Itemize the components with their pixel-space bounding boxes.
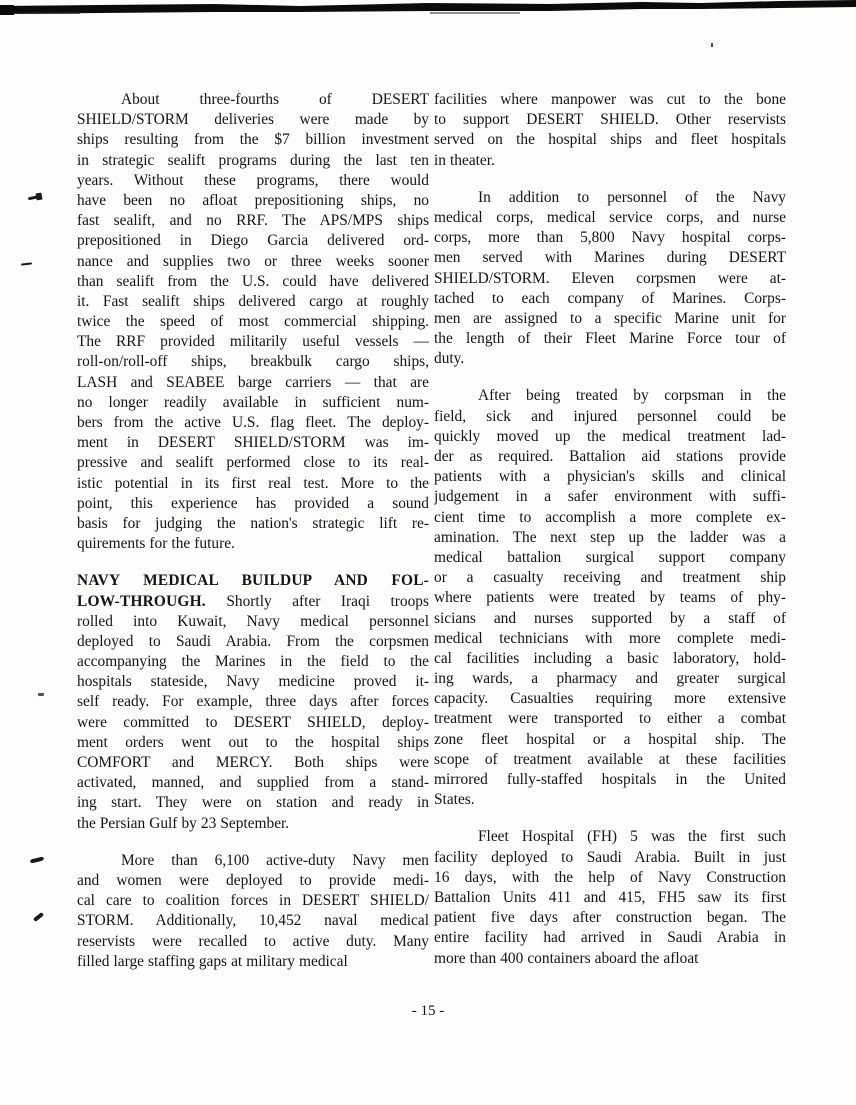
text-segment: have been no afloat prepositioning ships, no xyxy=(77,191,429,209)
text-line xyxy=(77,191,429,211)
text-segment: tached to each company of Marines. Corps- xyxy=(434,289,786,307)
paragraph xyxy=(434,90,786,171)
text-line xyxy=(434,709,786,729)
text-segment: der as required. Battalion aid stations provide xyxy=(434,448,786,465)
text-line xyxy=(77,851,429,871)
text-segment: capacity. Casualties requiring more extensive xyxy=(434,690,786,708)
text-segment: no longer readily available in sufficient num- xyxy=(77,393,429,411)
scan-artifact-mark xyxy=(711,43,713,47)
paragraph xyxy=(434,827,786,968)
text-segment: cal facilities including a basic laboratory, hold- xyxy=(434,649,786,667)
text-segment: to support DESERT SHIELD. Other reservists xyxy=(434,111,786,129)
text-segment: filled large staffing gaps at military medical xyxy=(77,952,348,970)
text-segment: activated, manned, and supplied from a stand- xyxy=(77,774,429,792)
text-segment: mirrored fully-staffed hospitals in the United xyxy=(434,771,786,788)
text-line xyxy=(77,652,429,672)
text-segment: more than 400 containers aboard the afloat xyxy=(434,949,699,967)
scan-artifact-mark xyxy=(30,856,45,863)
text-segment: LOW-THROUGH. xyxy=(77,592,206,610)
text-segment: prepositioned in Diego Garcia delivered ord- xyxy=(77,232,429,250)
paragraph xyxy=(434,386,786,810)
text-segment: ing wards, a pharmacy and greater surgical xyxy=(434,670,786,688)
text-segment: men are assigned to a specific Marine unit for xyxy=(434,309,786,327)
text-line xyxy=(434,868,786,888)
text-line xyxy=(434,669,786,689)
text-segment: years. Without these programs, there would xyxy=(77,171,429,189)
text-segment: scope of treatment available at these facilities xyxy=(434,750,786,768)
text-segment: roll-on/roll-off ships, breakbulk cargo ships, xyxy=(77,353,429,371)
text-segment: SHIELD/STORM deliveries were made by xyxy=(77,111,429,129)
text-line xyxy=(434,588,786,608)
text-line xyxy=(77,773,429,793)
text-segment: ment in DESERT SHIELD/STORM was im- xyxy=(77,434,429,452)
text-line xyxy=(77,952,429,972)
text-line xyxy=(77,612,429,632)
text-line xyxy=(77,932,429,952)
text-line xyxy=(77,474,429,494)
text-segment: bers from the active U.S. flag fleet. The deploy- xyxy=(77,414,429,431)
text-segment: medical technicians with more complete medi- xyxy=(434,629,786,647)
text-line xyxy=(77,592,429,612)
text-line xyxy=(77,453,429,473)
text-segment: where patients were treated by teams of phy- xyxy=(434,589,786,607)
scan-artifact-mark xyxy=(21,262,32,265)
text-segment: or a casualty receiving and treatment ship xyxy=(434,569,786,587)
text-segment: quickly moved up the medical treatment lad- xyxy=(434,427,786,445)
text-segment: treatment were transported to either a combat xyxy=(434,710,786,728)
scan-artifact-mark xyxy=(33,912,44,922)
text-line xyxy=(77,494,429,514)
text-line xyxy=(77,814,429,834)
text-line xyxy=(434,928,786,948)
text-segment: field, sick and injured personnel could be xyxy=(434,407,786,425)
text-line xyxy=(434,90,786,110)
text-segment: deployed to Saudi Arabia. From the corpsmen xyxy=(77,632,429,650)
text-line xyxy=(77,514,429,534)
text-line xyxy=(434,467,786,487)
scan-edge-bar xyxy=(0,0,856,24)
text-line xyxy=(434,750,786,770)
text-line xyxy=(434,188,786,208)
text-segment: sicians and nurses supported by a staff of xyxy=(434,609,786,627)
text-segment: States. xyxy=(434,791,475,809)
text-line xyxy=(77,753,429,773)
text-line xyxy=(434,427,786,447)
text-segment: twice the speed of most commercial shipping. xyxy=(77,313,429,331)
text-segment: nance and supplies two or three weeks sooner xyxy=(77,252,429,270)
text-segment: reservists were recalled to active duty. Many xyxy=(77,932,429,950)
text-line xyxy=(434,908,786,928)
text-line xyxy=(434,130,786,150)
scan-artifact-mark xyxy=(38,693,44,697)
text-line xyxy=(434,407,786,427)
text-line xyxy=(77,332,429,352)
text-line xyxy=(77,413,429,433)
left-column xyxy=(77,90,429,989)
text-line xyxy=(434,508,786,528)
text-line xyxy=(434,649,786,669)
text-line xyxy=(77,571,429,591)
text-segment: rolled into Kuwait, Navy medical personnel xyxy=(77,612,429,630)
text-line xyxy=(77,110,429,130)
text-line xyxy=(77,171,429,191)
text-line xyxy=(77,632,429,652)
text-segment: About three-fourths of DESERT xyxy=(121,91,429,108)
text-segment: More than 6,100 active-duty Navy men xyxy=(121,851,429,869)
text-segment: cal care to coalition forces in DESERT SHIELD/ xyxy=(77,892,429,910)
text-segment: After being treated by corpsman in the xyxy=(478,387,786,405)
text-line xyxy=(77,373,429,393)
text-segment: Battalion Units 411 and 415, FH5 saw its first xyxy=(434,888,786,906)
text-line xyxy=(77,891,429,911)
text-segment: medical battalion surgical support company xyxy=(434,548,786,566)
paragraph xyxy=(434,188,786,370)
text-segment: hospitals stateside, Navy medicine proved it- xyxy=(77,673,429,691)
text-segment: patient five days after construction began. The xyxy=(434,909,786,927)
text-line xyxy=(434,528,786,548)
text-segment: the length of their Fleet Marine Force tour of xyxy=(434,330,786,348)
text-segment: NAVY MEDICAL BUILDUP AND FOL- xyxy=(77,572,429,590)
text-line xyxy=(77,151,429,171)
text-line xyxy=(77,272,429,292)
text-segment: accompanying the Marines in the field to the xyxy=(77,653,429,671)
text-line xyxy=(77,211,429,231)
text-line xyxy=(434,228,786,248)
text-segment: ing start. They were on station and ready in xyxy=(77,794,429,812)
text-segment: point, this experience has provided a sound xyxy=(77,494,429,512)
text-line xyxy=(434,770,786,790)
text-segment: self ready. For example, three days after forces xyxy=(77,693,429,711)
scan-artifact-mark xyxy=(35,193,42,201)
text-line xyxy=(434,790,786,810)
text-segment: 16 days, with the help of Navy Construction xyxy=(434,868,786,886)
text-line xyxy=(77,352,429,372)
text-segment: the Persian Gulf by 23 September. xyxy=(77,814,290,832)
paragraph xyxy=(77,90,429,554)
text-line xyxy=(434,848,786,868)
text-line xyxy=(77,90,429,110)
text-segment: were committed to DESERT SHIELD, deploy- xyxy=(77,713,429,731)
text-line xyxy=(77,871,429,891)
text-segment: men served with Marines during DESERT xyxy=(434,249,786,267)
text-line xyxy=(434,329,786,349)
text-segment: than sealift from the U.S. could have delivered xyxy=(77,272,429,290)
text-segment: zone fleet hospital or a hospital ship. The xyxy=(434,730,786,748)
text-line xyxy=(77,393,429,413)
text-line xyxy=(434,208,786,228)
text-segment: judgement in a safer environment with suffi- xyxy=(434,488,786,506)
text-line xyxy=(434,309,786,329)
text-line xyxy=(77,672,429,692)
text-segment: Fleet Hospital (FH) 5 was the first such xyxy=(478,828,786,846)
text-line xyxy=(77,231,429,251)
text-segment: corps, more than 5,800 Navy hospital corps- xyxy=(434,229,786,247)
text-line xyxy=(77,433,429,453)
text-segment: facilities where manpower was cut to the bone xyxy=(434,91,786,108)
text-line xyxy=(77,793,429,813)
paragraph xyxy=(77,851,429,972)
text-segment: it. Fast sealift ships delivered cargo at roughly xyxy=(77,292,429,310)
text-line xyxy=(77,692,429,712)
paragraph xyxy=(77,571,429,833)
text-segment: COMFORT and MERCY. Both ships were xyxy=(77,754,429,771)
text-segment: cient time to accomplish a more complete ex- xyxy=(434,508,786,526)
text-line xyxy=(77,911,429,931)
text-segment: The RRF provided militarily useful vessels — xyxy=(77,333,429,351)
text-line xyxy=(434,447,786,467)
text-segment: fast sealift, and no RRF. The APS/MPS ships xyxy=(77,212,429,230)
text-line xyxy=(434,730,786,750)
text-line xyxy=(77,534,429,554)
text-line xyxy=(434,386,786,406)
text-line xyxy=(77,312,429,332)
page-number: - 15 - xyxy=(411,1003,445,1019)
text-segment: medical corps, medical service corps, and nurse xyxy=(434,208,786,226)
text-segment: In addition to personnel of the Navy xyxy=(478,188,786,206)
text-line xyxy=(434,949,786,969)
text-segment: amination. The next step up the ladder was a xyxy=(434,528,786,546)
text-line xyxy=(434,689,786,709)
right-column xyxy=(434,90,786,989)
text-line xyxy=(434,269,786,289)
text-segment: ships resulting from the $7 billion investment xyxy=(77,131,429,149)
text-segment: facility deployed to Saudi Arabia. Built in just xyxy=(434,848,786,866)
text-line xyxy=(434,568,786,588)
text-segment: in strategic sealift programs during the last ten xyxy=(77,151,429,169)
text-segment: basis for judging the nation's strategic lift re- xyxy=(77,514,429,532)
text-line xyxy=(77,252,429,272)
text-line xyxy=(434,349,786,369)
text-segment: Shortly after Iraqi troops xyxy=(205,592,429,610)
text-segment: duty. xyxy=(434,350,465,368)
text-line xyxy=(434,888,786,908)
text-line xyxy=(434,289,786,309)
text-line xyxy=(434,548,786,568)
text-line xyxy=(434,248,786,268)
text-line xyxy=(434,487,786,507)
text-segment: quirements for the future. xyxy=(77,535,235,553)
text-line xyxy=(77,130,429,150)
text-segment: served on the hospital ships and fleet hospitals xyxy=(434,131,786,149)
two-column-text-body xyxy=(77,90,786,989)
text-segment: SHIELD/STORM. Eleven corpsmen were at- xyxy=(434,269,786,287)
text-line xyxy=(77,733,429,753)
text-line xyxy=(77,292,429,312)
text-line xyxy=(434,629,786,649)
text-segment: in theater. xyxy=(434,151,495,169)
text-segment: STORM. Additionally, 10,452 naval medical xyxy=(77,912,429,930)
text-line xyxy=(434,609,786,629)
text-line xyxy=(77,713,429,733)
text-line xyxy=(434,151,786,171)
text-segment: pressive and sealift performed close to its real- xyxy=(77,454,429,472)
text-line xyxy=(434,110,786,130)
text-segment: ment orders went out to the hospital ships xyxy=(77,733,429,751)
text-segment: LASH and SEABEE barge carriers — that are xyxy=(77,373,429,391)
text-segment: patients with a physician's skills and clinical xyxy=(434,468,786,486)
text-line xyxy=(434,827,786,847)
text-segment: istic potential in its first real test. More to the xyxy=(77,474,429,492)
text-segment: and women were deployed to provide medi- xyxy=(77,871,429,889)
text-segment: entire facility had arrived in Saudi Arabia in xyxy=(434,929,786,947)
